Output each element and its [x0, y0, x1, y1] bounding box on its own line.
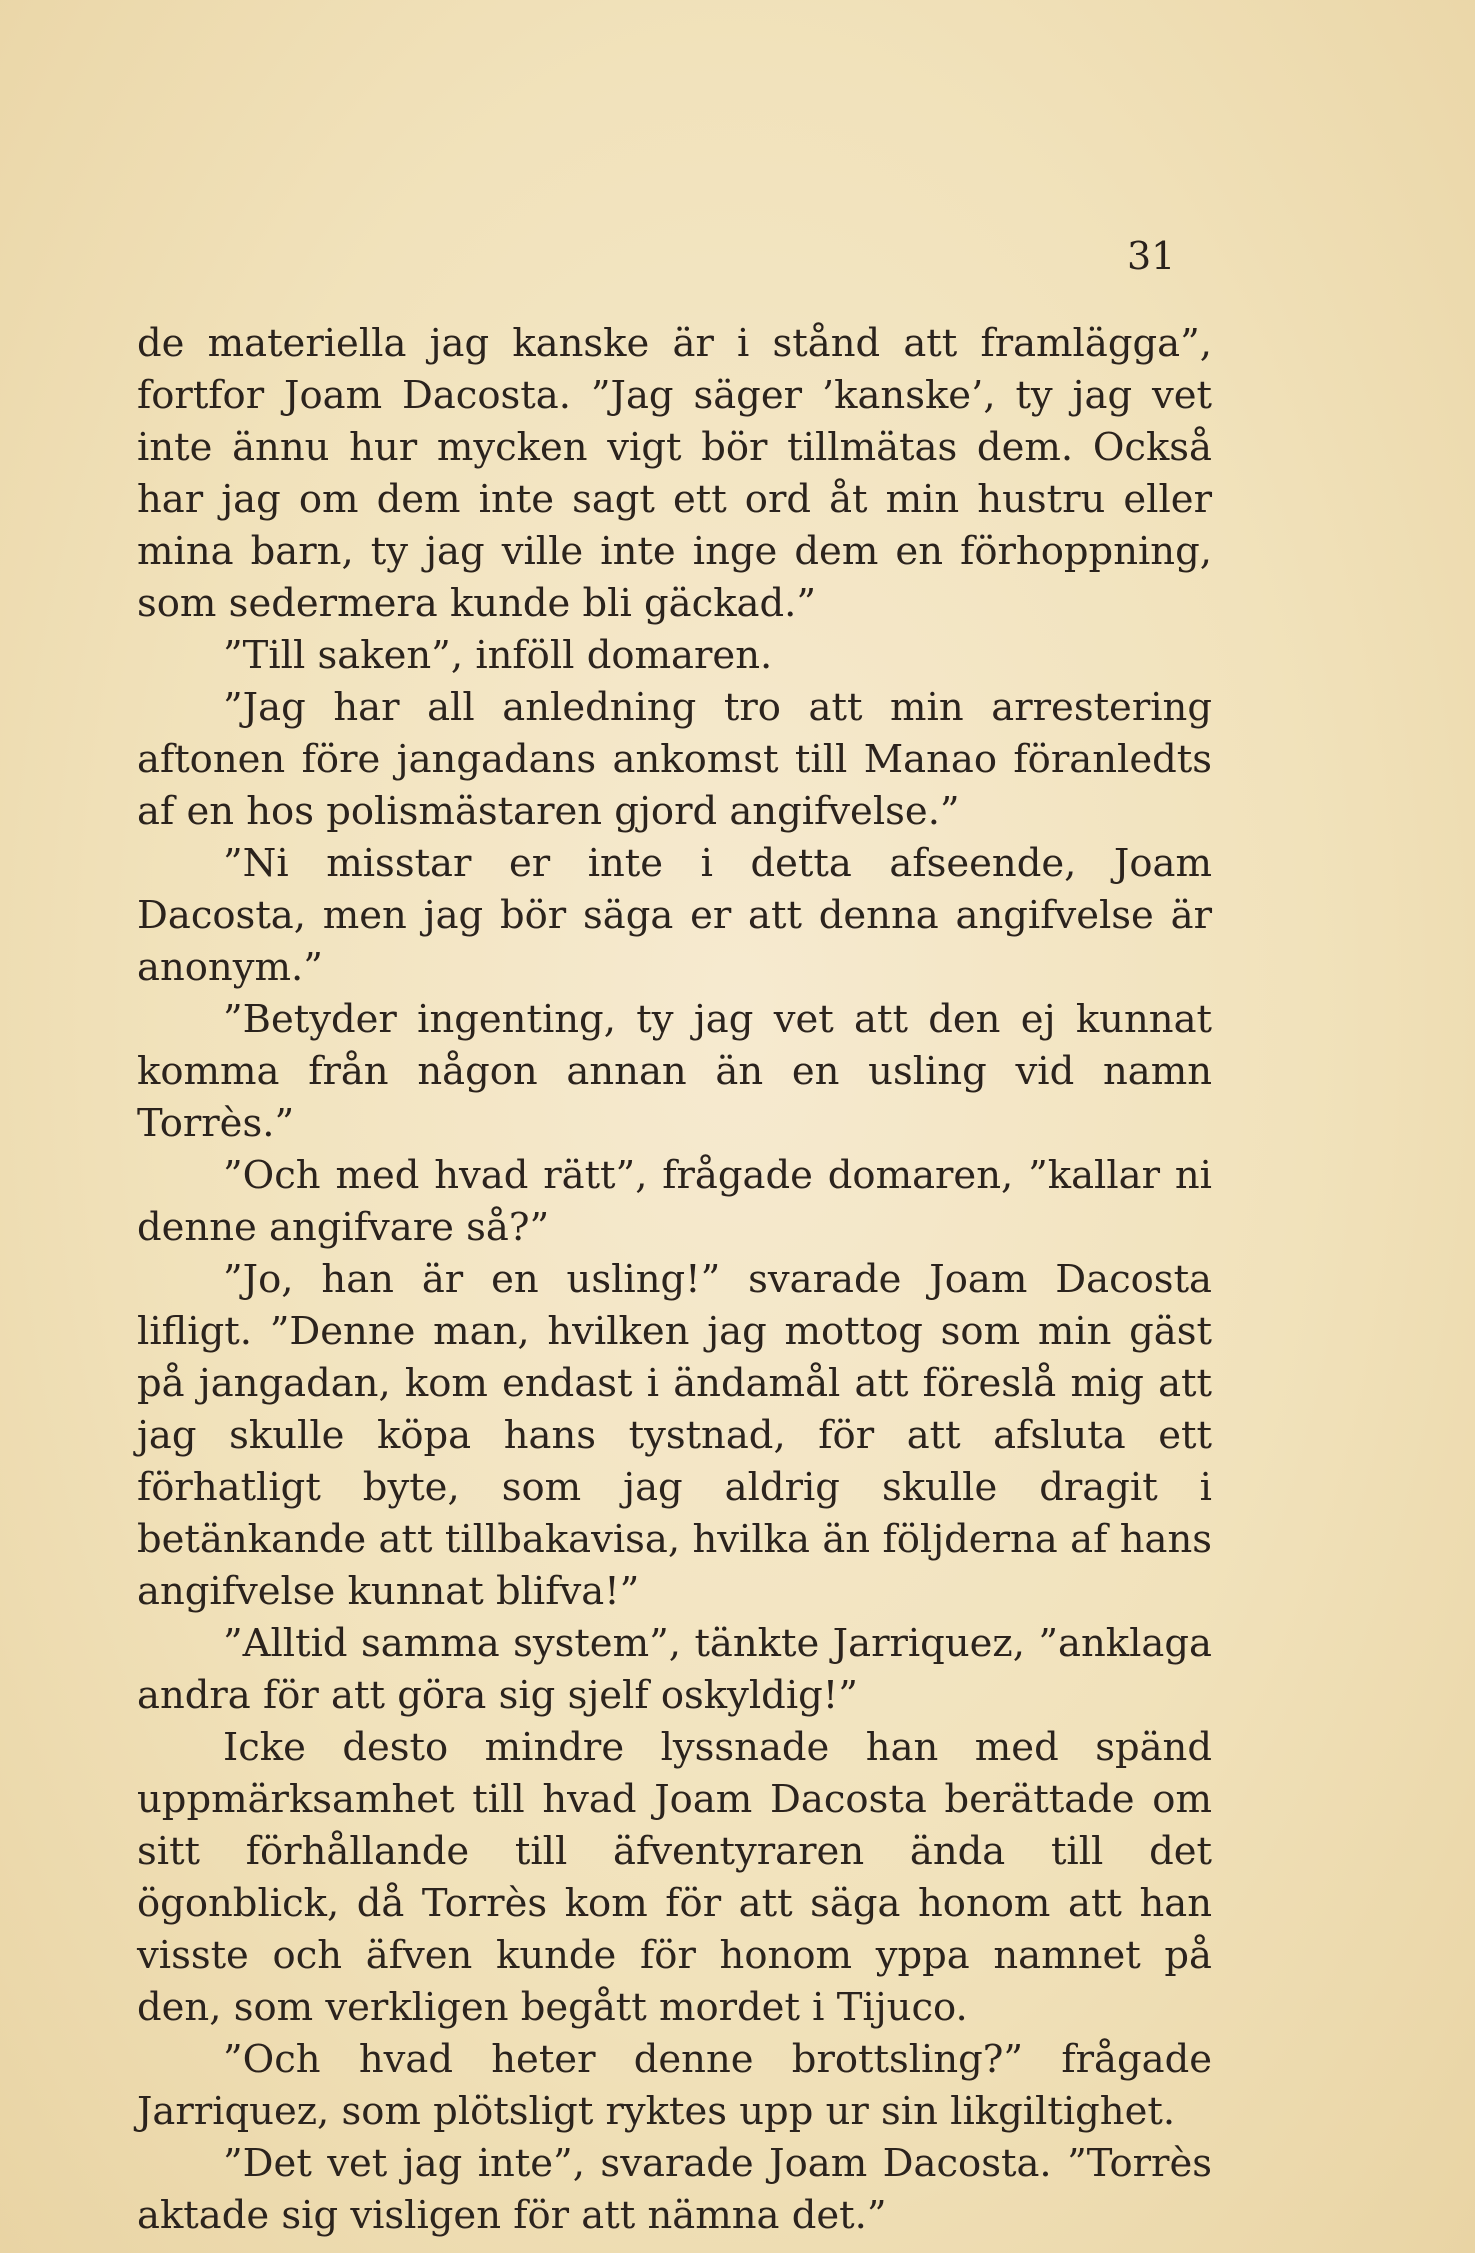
paragraph-11: ”Det vet jag inte”, svarade Joam Dacosta. ”Torrès aktade sig visligen för att nämna det.” [137, 2141, 1212, 2238]
page-number: 31 [1127, 234, 1176, 278]
paragraph-7: ”Jo, han är en usling!” svarade Joam Dacosta lifligt. ”Denne man, hvilken jag mottog som min gäst på jangadan, kom endast i ändamål att föreslå mig att jag skulle köpa hans tystnad, för att afsluta ett förhatligt byte, som jag aldrig skulle dragit i betänkande att tillbakavisa, hvilka än följderna af hans angifvelse kunnat blifva!” [137, 1257, 1212, 1614]
paragraph-2: ”Till saken”, inföll domaren. [223, 633, 773, 678]
paragraph-4: ”Ni misstar er inte i detta afseende, Joam Dacosta, men jag bör säga er att denna angifvelse är anonym.” [137, 841, 1212, 990]
paragraph-5: ”Betyder ingenting, ty jag vet att den ej kunnat komma från någon annan än en usling vid namn Torrès.” [137, 997, 1212, 1146]
paragraph-6: ”Och med hvad rätt”, frågade domaren, ”kallar ni denne angifvare så?” [137, 1153, 1212, 1250]
paragraph-3: ”Jag har all anledning tro att min arrestering aftonen före jangadans ankomst till Manao föranledts af en hos polismästaren gjord angifvelse.” [137, 685, 1212, 834]
paragraph-9: Icke desto mindre lyssnade han med spänd uppmärksamhet till hvad Joam Dacosta berättade om sitt förhållande till äfventyraren ända till det ögonblick, då Torrès kom för att säga honom att han visste och äfven kunde för honom yppa namnet på den, som verkligen begått mordet i Tijuco. [137, 1725, 1212, 2030]
paragraph-1: de materiella jag kanske är i stånd att framlägga”, fortfor Joam Dacosta. ”Jag säger ’kanske’, ty jag vet inte ännu hur mycken vigt bör tillmätas dem. Också har jag om dem inte sagt ett ord åt min hustru eller mina barn, ty jag ville inte inge dem en förhoppning, som sedermera kunde bli gäckad.” [137, 321, 1212, 626]
paragraph-10: ”Och hvad heter denne brottsling?” frågade Jarriquez, som plötsligt ryktes upp ur sin likgiltighet. [137, 2037, 1212, 2134]
body-text [137, 318, 1212, 2242]
paragraph-8: ”Alltid samma system”, tänkte Jarriquez, ”anklaga andra för att göra sig sjelf oskyldig!” [137, 1621, 1212, 1718]
